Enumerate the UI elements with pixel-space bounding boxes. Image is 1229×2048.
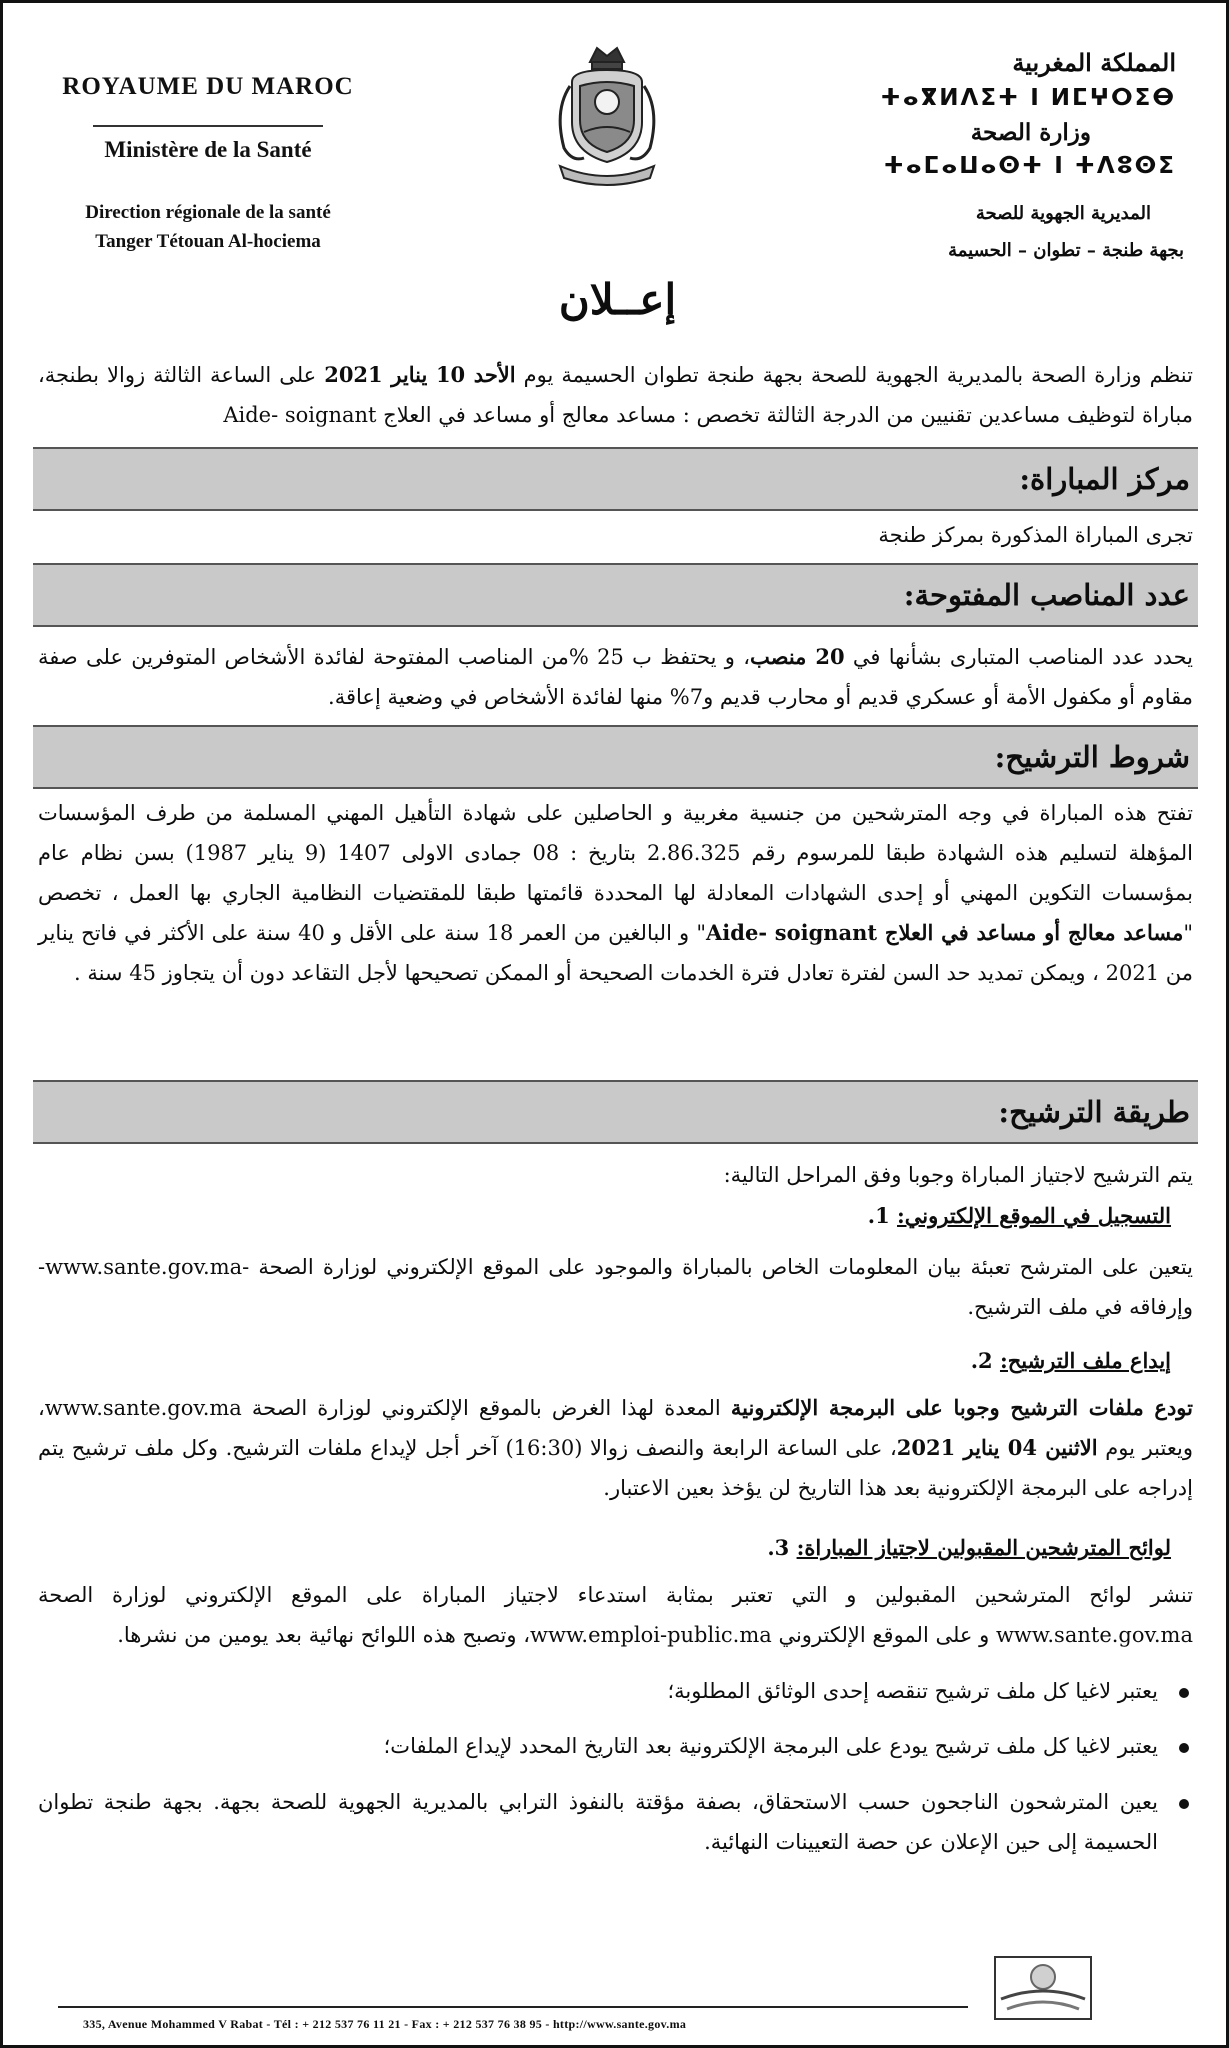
announcement-title: إعــلان	[558, 275, 677, 324]
step2-text-a: المعدة لهذا الغرض بالموقع الإلكتروني لوزارة الصحة www.sante.gov.ma، ويعتبر يوم	[38, 1396, 1193, 1460]
header-fr-ministry: Ministère de la Santé	[104, 137, 312, 162]
section-method-title: طريقة الترشيح:	[33, 1080, 1198, 1144]
conditions-text-a: تفتح هذه المباراة في وجه المترشحين من جنسية مغربية و الحاصلين على شهادة التأهيل المهني المسلمة من طرف المؤسسات المؤهلة لتسليم هذه الشهادة طبقا للمرسوم رقم 2.86.325 بتاريخ : 08 جمادى الاولى 1407 (9 يناير 1987) بسن نظام عام بمؤسسات التكوين المهني أو إحدى الشهادات المعادلة لها المحددة قائمتها طبقا للمقتضيات النظامية الجاري بها العمل ، تخصص "	[38, 801, 1194, 945]
intro-date: الأحد 10 يناير 2021	[324, 362, 516, 387]
step3-number: 3.	[767, 1535, 790, 1560]
intro-text-a: تنظم وزارة الصحة بالمديرية الجهوية للصحة بجهة طنجة تطوان الحسيمة يوم	[523, 363, 1193, 387]
conditions-specialty: مساعد معالج أو مساعد في العلاج Aide- soignant	[706, 920, 1184, 945]
bullet-item-3: يعين المترشحون الناجحون حسب الاستحقاق، بصفة مؤقتة بالنفوذ الترابي بالمديرية الجهوية للصحة بجهة. بجهة طنجة تطوان الحسيمة إلى حين الإعلان عن حصة التعيينات النهائية.	[38, 1790, 1158, 1854]
header-fr-direction-line1: Direction régionale de la santé	[85, 202, 331, 223]
step2-number: 2.	[970, 1348, 993, 1373]
step3-text: تنشر لوائح المترشحين المقبولين و التي تعتبر بمثابة استدعاء لاجتياز المباراة على الموقع الإلكتروني لوزارة الصحة www.sante.gov.ma و على الموقع الإلكتروني www.emploi-public.ma، وتصبح هذه اللوائح نهائية بعد يومين من نشرها.	[38, 1583, 1193, 1647]
footer-divider	[58, 2006, 968, 2008]
bullet-dot-icon	[1179, 1688, 1189, 1698]
bullet-item-2: يعتبر لاغيا كل ملف ترشيح يودع على البرمجة الإلكترونية بعد التاريخ المحدد لإيداع الملفات؛	[383, 1734, 1158, 1758]
footer-contact: 335, Avenue Mohammed V Rabat - Tél : + 212 537 76 11 21 - Fax : + 212 537 76 38 95 - http://www.sante.gov.ma	[83, 2017, 687, 2031]
header-ar-region: بجهة طنجة – تطوان – الحسيمة	[948, 240, 1184, 261]
header-fr-direction	[23, 198, 393, 256]
header-ar-direction: المديرية الجهوية للصحة	[975, 203, 1151, 224]
ministry-logo-icon	[993, 1953, 1093, 2023]
posts-text-a: يحدد عدد المناصب المتبارى بشأنها في	[852, 645, 1193, 669]
intro-text-c: بطنجة، مباراة لتوظيف مساعدين تقنيين من الدرجة الثالثة تخصص : مساعد معالج أو مساعد في العلاج Aide- soignant	[38, 363, 1193, 427]
coat-of-arms-emblem-icon	[550, 40, 664, 192]
section-conditions-text	[38, 793, 1193, 993]
header-fr-direction-line2: Tanger Tétouan Al-hociema	[95, 231, 321, 252]
conditions-text-b: " و البالغين من العمر 18 سنة على الأقل و 40 سنة على الأكثر في فاتح يناير من 2021 ، ويمكن تمديد حد السن لفترة تعادل فترة الخدمات الصحيحة أو الممكن تصحيحها لأجل التقاعد دون أن يتجاوز 45 سنة .	[38, 921, 1193, 985]
step2-text-bold1: تودع ملفات الترشيح وجوبا على البرمجة الإلكترونية	[730, 1395, 1193, 1420]
section-conditions-title: شروط الترشيح:	[33, 725, 1198, 789]
step1-heading	[854, 1203, 1171, 1228]
bullet-dot-icon	[1179, 1799, 1189, 1809]
bullet-item-1: يعتبر لاغيا كل ملف ترشيح تنقصه إحدى الوثائق المطلوبة؛	[667, 1679, 1158, 1703]
step2-text	[38, 1388, 1193, 1508]
step1-text: يتعين على المترشح تعبئة بيان المعلومات الخاص بالمباراة والموجود على الموقع الإلكتروني لوزارة الصحة -www.sante.gov.ma- وإرفاقه في ملف الترشيح.	[38, 1255, 1193, 1319]
bullet-dot-icon	[1179, 1743, 1189, 1753]
header-divider	[93, 125, 323, 127]
step2-title: إيداع ملف الترشيح:	[999, 1348, 1171, 1373]
step3-heading	[753, 1535, 1171, 1560]
posts-count: 20 منصب	[750, 644, 845, 669]
section-center-title: مركز المباراة:	[33, 447, 1198, 511]
section-center-text: تجرى المباراة المذكورة بمركز طنجة	[878, 523, 1193, 547]
header-tf-kingdom: ⵜⴰⴳⵍⴷⵉⵜ ⵏ ⵍⵎⵖⵔⵉⴱ	[880, 85, 1176, 111]
step2-text-b: ، على الساعة الرابعة والنصف زوالا (16:30) آخر أجل لإيداع ملفات الترشيح. وكل ملف ترشيح يتم إدراجه على البرمجة الإلكترونية بعد هذا التاريخ لن يؤخذ بعين الاعتبار.	[38, 1436, 1193, 1500]
intro-paragraph	[38, 355, 1193, 435]
section-posts-text	[38, 637, 1193, 717]
intro-text-b: على الساعة الثالثة زوالا	[107, 363, 317, 387]
posts-text-b: ، و يحتفظ ب 25 %من المناصب المفتوحة لفائدة الأشخاص المتوفرين على صفة مقاوم أو مكفول الأمة أو عسكري قديم أو محارب قديم و7% منها لفائدة الأشخاص في وضعية إعاقة.	[38, 645, 1193, 709]
header-ar-kingdom: المملكة المغربية	[1012, 48, 1176, 77]
header-fr-kingdom: ROYAUME DU MAROC	[62, 73, 354, 100]
step2-heading	[957, 1348, 1171, 1373]
header-ar-ministry: وزارة الصحة	[970, 119, 1091, 146]
step1-number: 1.	[867, 1203, 890, 1228]
step3-title: لوائح المترشحين المقبولين لاجتياز المباراة:	[796, 1535, 1171, 1560]
header-tf-ministry: ⵜⴰⵎⴰⵡⴰⵙⵜ ⵏ ⵜⴷⵓⵙⵉ	[883, 153, 1176, 179]
step1-title: التسجيل في الموقع الإلكتروني:	[897, 1203, 1171, 1228]
step2-deadline: الاثنين 04 يناير 2021	[896, 1435, 1098, 1460]
section-method-intro: يتم الترشيح لاجتياز المباراة وجوبا وفق المراحل التالية:	[723, 1163, 1193, 1187]
section-posts-title: عدد المناصب المفتوحة:	[33, 563, 1198, 627]
